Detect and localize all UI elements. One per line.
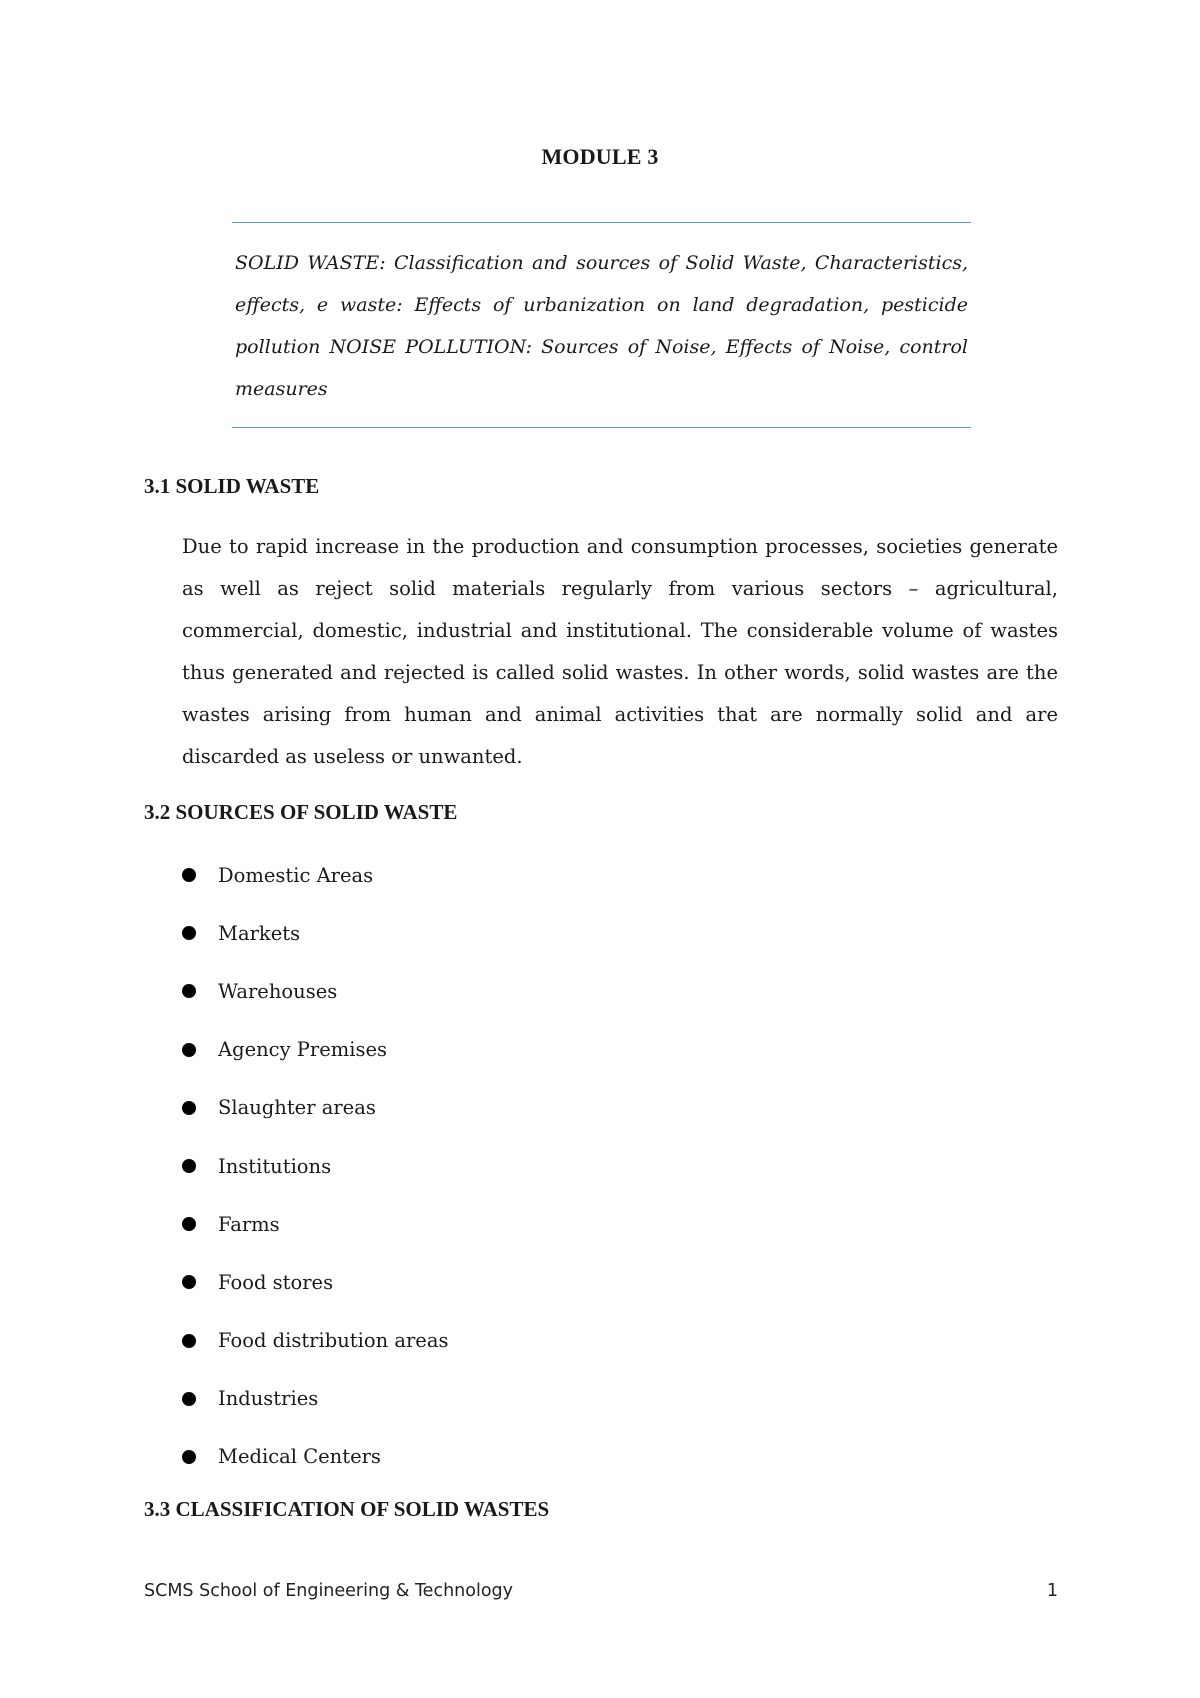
list-item-label: Farms [218,1212,280,1236]
list-item [182,846,448,904]
module-title: MODULE 3 [541,144,659,169]
list-item-label: Slaughter areas [218,1096,376,1120]
bullet-icon [182,1334,196,1348]
list-item [182,1137,448,1195]
list-item-label: Agency Premises [218,1038,388,1062]
bullet-icon [182,1217,196,1231]
section-heading-3-1: 3.1 SOLID WASTE [144,474,320,498]
list-item-label: Medical Centers [218,1445,381,1469]
page-footer [144,1581,1058,1601]
bullet-icon [182,1043,196,1057]
list-item-label: Warehouses [218,979,338,1003]
list-item-label: Food distribution areas [218,1329,449,1353]
solid-waste-paragraph: Due to rapid increase in the production and consumption processes, societies generate as well as reject solid materials regularly from various sectors – agricultural, commercial, domestic, industrial and institutional. The considerable volume of wastes thus generated and rejected is called solid wastes. In other words, solid wastes are the wastes arising from human and animal activities that are normally solid and are discarded as useless or unwanted. [182,535,1058,768]
list-item [182,1428,448,1486]
section-heading-3-3: 3.3 CLASSIFICATION OF SOLID WASTES [144,1497,550,1521]
bullet-icon [182,1101,196,1115]
module-abstract-text: SOLID WASTE: Classification and sources of Solid Waste, Characteristics, effects, e waste: Effects of urbanization on land degradation, pesticide pollution NOISE POLLUTION: Sources of Noise, Effects of Noise, control measures [235,252,968,400]
list-item-label: Domestic Areas [218,863,374,887]
list-item-label: Institutions [218,1154,332,1178]
sources-list [182,846,448,1486]
page-number: 1 [1046,1581,1058,1601]
list-item [182,1195,448,1253]
bullet-icon [182,984,196,998]
bullet-icon [182,868,196,882]
list-item-label: Industries [218,1387,319,1411]
list-item [182,962,448,1020]
section-heading-3-2: 3.2 SOURCES OF SOLID WASTE [144,800,458,824]
bullet-icon [182,926,196,940]
list-item-label: Food stores [218,1270,334,1294]
footer-institution: SCMS School of Engineering & Technology [144,1581,513,1601]
list-item [182,1079,448,1137]
bullet-icon [182,1450,196,1464]
list-item-label: Markets [218,921,301,945]
list-item [182,1370,448,1428]
list-item [182,1253,448,1311]
list-item [182,1312,448,1370]
bullet-icon [182,1392,196,1406]
list-item [182,904,448,962]
module-abstract-box [232,222,971,428]
bullet-icon [182,1275,196,1289]
bullet-icon [182,1159,196,1173]
list-item [182,1021,448,1079]
